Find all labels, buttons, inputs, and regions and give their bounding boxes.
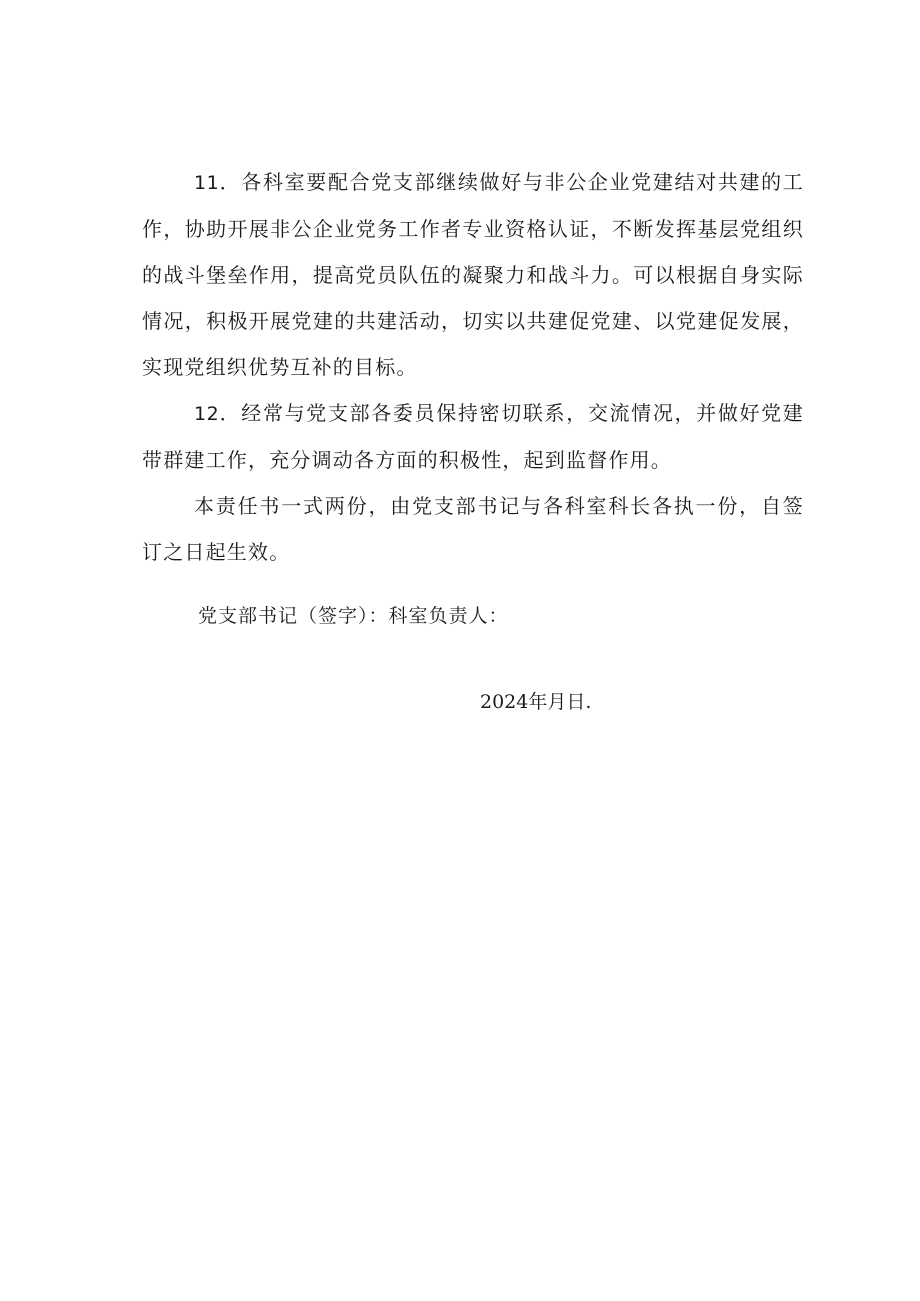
clause-11 [142, 159, 804, 390]
clause-number: 11 [194, 172, 220, 194]
clause-text: ．经常与党支部各委员保持密切联系，交流情况，并做好党建带群建工作，充分调动各方面的积极性，起到监督作用。 [142, 401, 804, 472]
clause-text: 本责任书一式两份，由党支部书记与各科室科长各执一份，自签订之日起生效。 [142, 494, 804, 564]
clause-text: ．各科室要配合党支部继续做好与非公企业党建结对共建的工作，协助开展非公企业党务工作者专业资格认证，不断发挥基层党组织的战斗堡垒作用，提高党员队伍的凝聚力和战斗力。可以根据自身实际情况，积极开展党建的共建活动，切实以共建促党建、以党建促发展，实现党组织优势互补的目标。 [142, 170, 804, 379]
clause-number: 12 [194, 403, 220, 425]
document-body [142, 159, 804, 575]
clause-12 [142, 390, 804, 483]
signature-line: 党支部书记（签字）：科室负责人： [198, 605, 509, 627]
validity-clause [142, 483, 804, 575]
date-line: 2024年月日. [480, 691, 592, 713]
